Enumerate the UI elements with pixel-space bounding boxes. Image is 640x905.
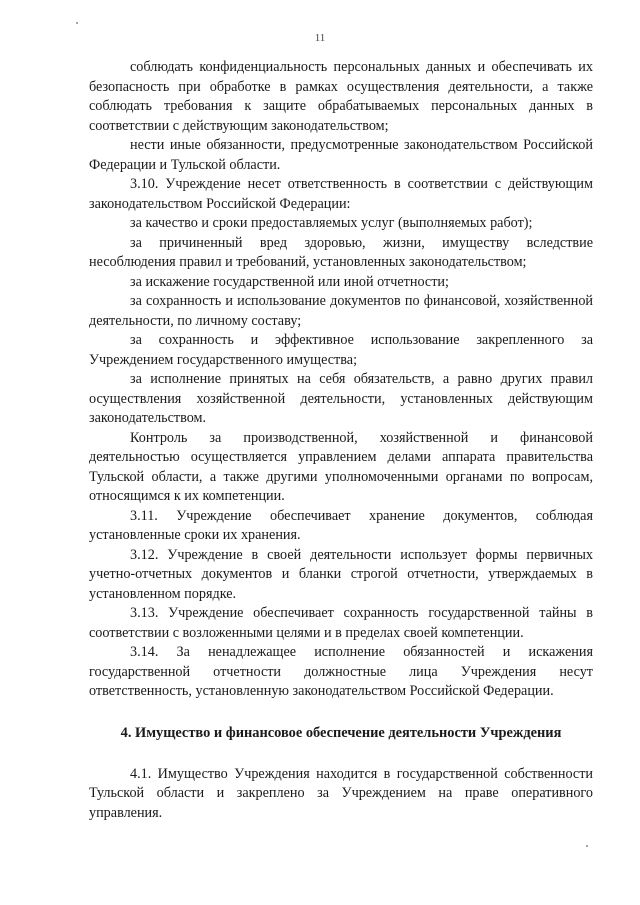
paragraph: 3.12. Учреждение в своей деятельности использует формы первичных учетно-отчетных документов и бланки строгой отчетности, утверждаемых в установленном порядке. xyxy=(89,546,593,602)
paragraph: за сохранность и эффективное использование закрепленного за Учреждением государственного имущества; xyxy=(89,332,593,368)
section-heading: 4. Имущество и финансовое обеспечение деятельности Учреждения xyxy=(120,724,562,741)
paragraph: 4.1. Имущество Учреждения находится в государственной собственности Тульской области и закреплено за Учреждением на праве оперативного управления. xyxy=(89,765,593,821)
paragraph: 3.11. Учреждение обеспечивает хранение документов, соблюдая установленные сроки их хранения. xyxy=(89,507,593,543)
scan-speck xyxy=(76,22,78,24)
paragraph: 3.14. За ненадлежащее исполнение обязанностей и искажения государственной отчетности должностные лица Учреждения несут ответственность, установленную законодательством Российской Федерации. xyxy=(89,644,593,699)
paragraph: Контроль за производственной, хозяйственной и финансовой деятельностью осуществляется управлением делами аппарата правительства Тульской области, а также другими уполномоченными органами по вопросам, относящимся к их компетенции. xyxy=(89,429,593,504)
scan-speck xyxy=(586,845,588,847)
paragraph: за искажение государственной или иной отчетности; xyxy=(130,273,449,290)
paragraph: нести иные обязанности, предусмотренные законодательством Российской Федерации и Тульской области. xyxy=(89,137,593,173)
paragraph: за сохранность и использование документов по финансовой, хозяйственной деятельности, по личному составу; xyxy=(89,293,593,329)
document-body xyxy=(89,58,593,823)
paragraph: за качество и сроки предоставляемых услуг (выполняемых работ); xyxy=(130,215,533,231)
paragraph: 3.10. Учреждение несет ответственность в соответствии с действующим законодательством Российской Федерации: xyxy=(89,176,593,212)
page-number: 11 xyxy=(314,32,326,44)
paragraph: соблюдать конфиденциальность персональных данных и обеспечивать их безопасность при обработке в рамках осуществления деятельности, а также соблюдать требования к защите обрабатываемых персональных данных в соответствии с действующим законодательством; xyxy=(89,59,593,134)
paragraph: 3.13. Учреждение обеспечивает сохранность государственной тайны в соответствии с возложенными целями и в пределах своей компетенции. xyxy=(89,605,593,641)
paragraph: за причиненный вред здоровью, жизни, имуществу вследствие несоблюдения правил и требований, установленных законодательством; xyxy=(89,234,593,270)
paragraph: за исполнение принятых на себя обязательств, а равно других правил осуществления хозяйственной деятельности, установленных действующим законодательством. xyxy=(89,371,593,426)
